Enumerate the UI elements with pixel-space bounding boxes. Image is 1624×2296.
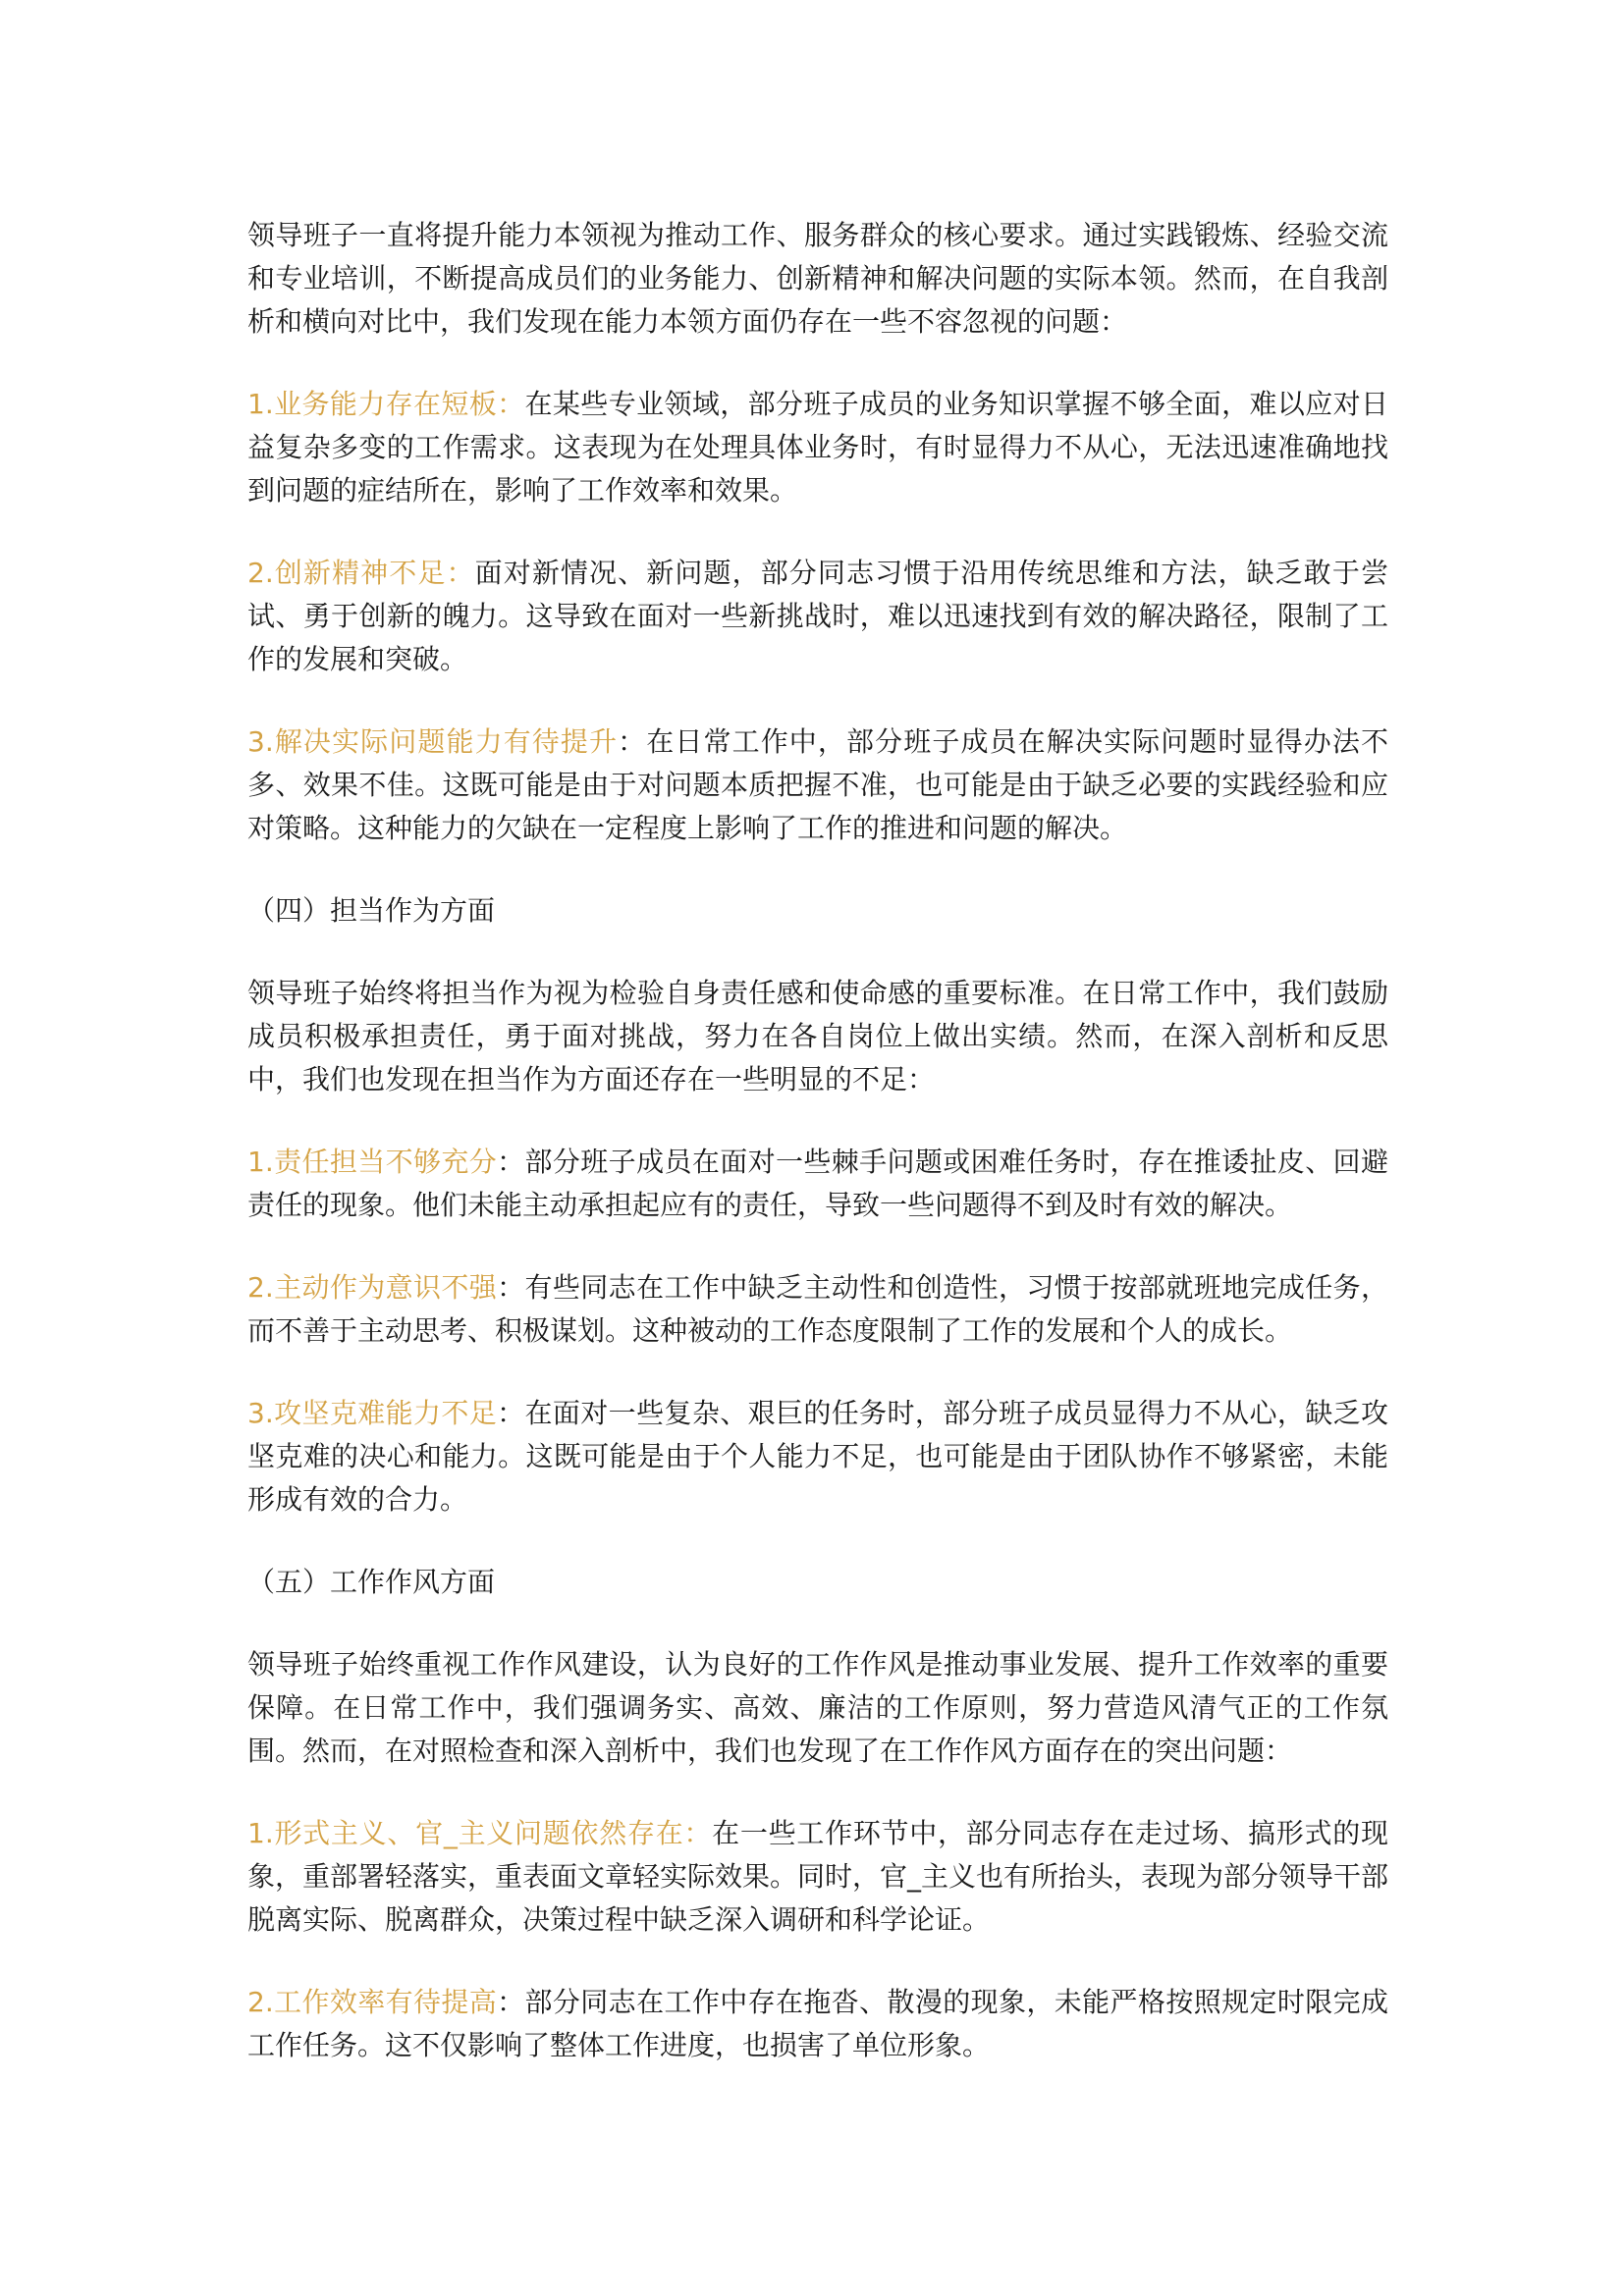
intro-paragraph-responsibility: 领导班子始终将担当作为视为检验自身责任感和使命感的重要标准。在日常工作中，我们鼓励成员积极承担责任，勇于面对挑战，努力在各自岗位上做出实绩。然而，在深入剖析和反思中，我们也发现在担当作为方面还存在一些明显的不足： [247, 977, 1388, 1095]
item-title: 2.工作效率有待提高 [247, 1986, 498, 2018]
item-title: 1.业务能力存在短板： [247, 388, 525, 420]
item-title: 3.解决实际问题能力有待提升 [247, 725, 619, 758]
item-body: 在一些工作环节中，部分同志存在走过场、搞形式的现象，重部署轻落实，重表面文章轻实际效果。同时，官_主义也有所抬头，表现为部分领导干部脱离实际、脱离群众，决策过程中缺乏深入调研和科学论证。 [247, 1817, 1389, 1936]
item-body: ：部分同志在工作中存在拖沓、散漫的现象，未能严格按照规定时限完成工作任务。这不仅影响了整体工作进度，也损害了单位形象。 [247, 1986, 1388, 2061]
item-title: 1.形式主义、官_主义问题依然存在： [247, 1817, 713, 1849]
item-body: ：部分班子成员在面对一些棘手问题或困难任务时，存在推诿扯皮、回避责任的现象。他们未能主动承担起应有的责任，导致一些问题得不到及时有效的解决。 [247, 1146, 1388, 1221]
item-title: 3.攻坚克难能力不足 [247, 1397, 498, 1429]
item-body: ：有些同志在工作中缺乏主动性和创造性，习惯于按部就班地完成任务，而不善于主动思考、积极谋划。这种被动的工作态度限制了工作的发展和个人的成长。 [247, 1271, 1388, 1347]
list-item-tackling-difficulties [247, 1392, 1388, 1522]
document-body [247, 214, 1388, 2107]
list-item-responsibility [247, 1141, 1388, 1227]
item-title: 2.主动作为意识不强 [247, 1271, 498, 1304]
section-heading-work-style: （五）工作作风方面 [247, 1566, 496, 1598]
list-item-initiative [247, 1266, 1388, 1353]
item-body: ：在日常工作中，部分班子成员在解决实际问题时显得办法不多、效果不佳。这既可能是由于对问题本质把握不准，也可能是由于缺乏必要的实践经验和应对策略。这种能力的欠缺在一定程度上影响了工作的推进和问题的解决。 [247, 725, 1388, 844]
list-item-formalism [247, 1812, 1388, 1942]
item-body: 面对新情况、新问题，部分同志习惯于沿用传统思维和方法，缺乏敢于尝试、勇于创新的魄力。这导致在面对一些新挑战时，难以迅速找到有效的解决路径，限制了工作的发展和突破。 [247, 557, 1388, 675]
list-item-innovation [247, 552, 1388, 681]
intro-paragraph-work-style: 领导班子始终重视工作作风建设，认为良好的工作作风是推动事业发展、提升工作效率的重要保障。在日常工作中，我们强调务实、高效、廉洁的工作原则，努力营造风清气正的工作氛围。然而，在对照检查和深入剖析中，我们也发现了在工作作风方面存在的突出问题： [247, 1648, 1388, 1767]
item-title: 2.创新精神不足： [247, 557, 475, 589]
intro-paragraph-ability: 领导班子一直将提升能力本领视为推动工作、服务群众的核心要求。通过实践锻炼、经验交流和专业培训，不断提高成员们的业务能力、创新精神和解决问题的实际本领。然而，在自我剖析和横向对比中，我们发现在能力本领方面仍存在一些不容忽视的问题： [247, 219, 1388, 338]
section-heading-responsibility: （四）担当作为方面 [247, 894, 496, 927]
list-item-business-ability [247, 383, 1388, 512]
item-title: 1.责任担当不够充分 [247, 1146, 498, 1178]
item-body: ：在面对一些复杂、艰巨的任务时，部分班子成员显得力不从心，缺乏攻坚克难的决心和能力。这既可能是由于个人能力不足，也可能是由于团队协作不够紧密，未能形成有效的合力。 [247, 1397, 1388, 1516]
list-item-efficiency [247, 1981, 1388, 2067]
item-body: 在某些专业领域，部分班子成员的业务知识掌握不够全面，难以应对日益复杂多变的工作需求。这表现为在处理具体业务时，有时显得力不从心，无法迅速准确地找到问题的症结所在，影响了工作效率和效果。 [247, 388, 1388, 507]
list-item-problem-solving [247, 721, 1388, 850]
